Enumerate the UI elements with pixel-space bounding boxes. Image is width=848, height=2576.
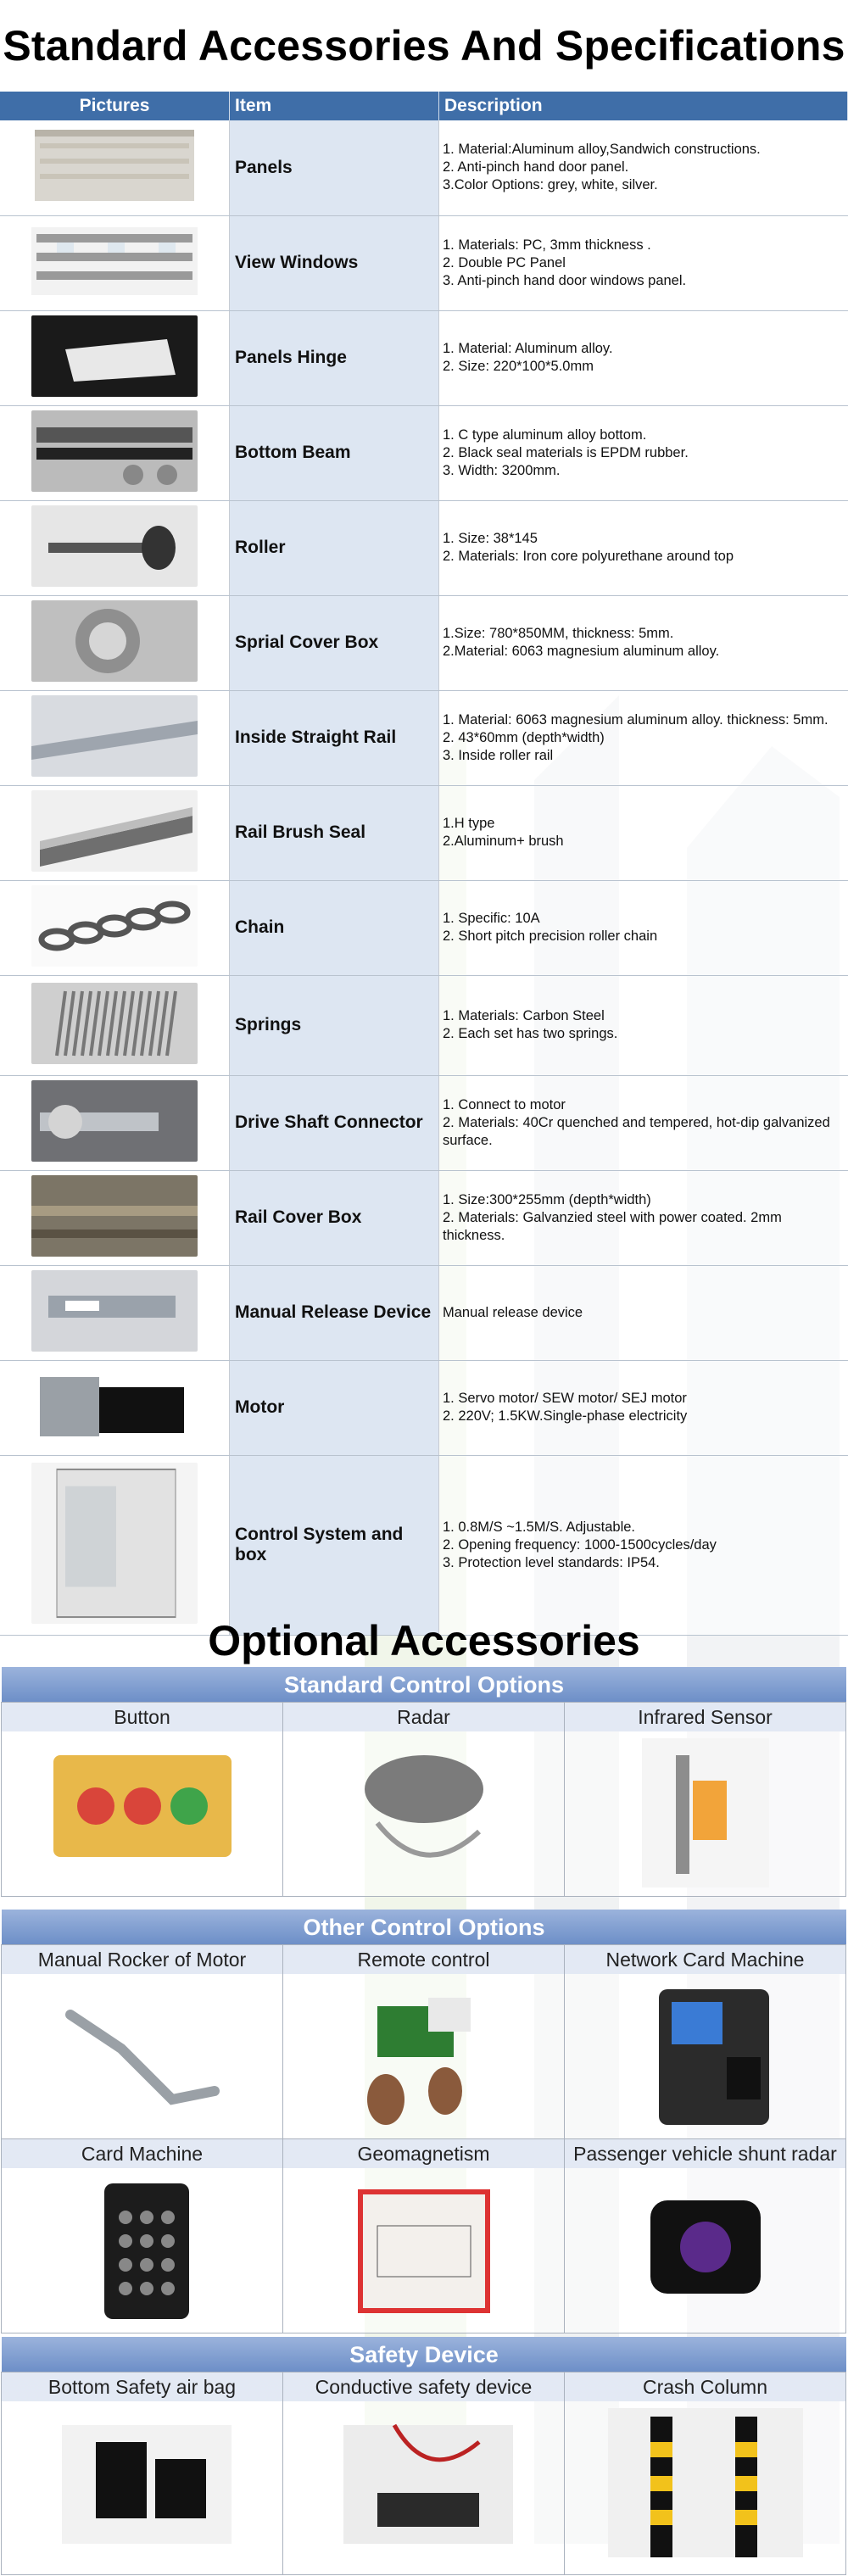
- spec-picture-cell: [0, 785, 230, 880]
- accessory-cell: [282, 2372, 565, 2575]
- spec-picture-cell: [0, 595, 230, 690]
- description-line: 2. Materials: Galvanzied steel with power coated. 2mm thickness.: [443, 1209, 782, 1243]
- spec-row: [0, 785, 848, 880]
- spec-description: [439, 880, 848, 975]
- spec-description: [439, 595, 848, 690]
- spec-row: [0, 1075, 848, 1170]
- spec-item-name: Springs: [230, 975, 439, 1075]
- bottom-beam-image: [31, 410, 198, 492]
- spec-item-name: Panels Hinge: [230, 310, 439, 405]
- accessory-cell: [564, 1944, 846, 2139]
- accessory-grid: [2, 2372, 846, 2575]
- spec-item-name: Drive Shaft Connector: [230, 1075, 439, 1170]
- description-line: 1. Size: 38*145: [443, 531, 538, 546]
- network-card-image: [608, 1981, 803, 2130]
- spec-row: [0, 1265, 848, 1360]
- spec-description: [439, 1170, 848, 1265]
- description-line: 2. Short pitch precision roller chain: [443, 928, 658, 944]
- spec-picture-cell: [0, 120, 230, 215]
- springs-image: [31, 983, 198, 1064]
- crash-column-image: [608, 2408, 803, 2557]
- spec-row: [0, 405, 848, 500]
- manual-release-image: [31, 1270, 198, 1352]
- description-line: 1. Connect to motor: [443, 1096, 566, 1112]
- description-line: 2. Black seal materials is EPDM rubber.: [443, 444, 689, 460]
- accessory-label: Manual Rocker of Motor: [2, 1945, 282, 1974]
- optional-section: [2, 1667, 846, 1897]
- shunt-radar-image: [608, 2175, 803, 2324]
- description-line: 2. Materials: Iron core polyurethane around top: [443, 549, 734, 564]
- spec-item-name: Bottom Beam: [230, 405, 439, 500]
- description-line: 3. Inside roller rail: [443, 747, 554, 763]
- spec-description: [439, 1265, 848, 1360]
- specifications-table: [0, 92, 848, 1636]
- spec-picture-cell: [0, 975, 230, 1075]
- spec-row: [0, 500, 848, 595]
- spec-picture-cell: [0, 215, 230, 310]
- description-line: 3.Color Options: grey, white, silver.: [443, 177, 658, 193]
- spec-item-name: Sprial Cover Box: [230, 595, 439, 690]
- card-machine-image: [45, 2175, 240, 2324]
- motor-image: [31, 1365, 198, 1447]
- accessory-cell: [1, 2138, 283, 2333]
- spec-item-name: Roller: [230, 500, 439, 595]
- description-line: 1. Materials: PC, 3mm thickness .: [443, 237, 651, 253]
- accessory-cell: [282, 2138, 565, 2333]
- button-box-image: [45, 1738, 240, 1887]
- description-line: 2. Size: 220*100*5.0mm: [443, 359, 594, 374]
- section-banner: Other Control Options: [2, 1910, 846, 1945]
- description-line: 2. Double PC Panel: [443, 254, 566, 270]
- spec-picture-cell: [0, 1075, 230, 1170]
- spec-description: [439, 405, 848, 500]
- accessory-cell: [564, 1702, 846, 1897]
- spec-description: [439, 120, 848, 215]
- accessory-cell: [1, 2372, 283, 2575]
- description-line: 2. 43*60mm (depth*width): [443, 729, 605, 745]
- description-line: 3. Width: 3200mm.: [443, 462, 561, 478]
- spec-picture-cell: [0, 500, 230, 595]
- accessory-cell: [564, 2372, 846, 2575]
- spec-row: [0, 215, 848, 310]
- description-line: 1. Materials: Carbon Steel: [443, 1008, 605, 1023]
- description-line: 1. Material: 6063 magnesium aluminum alloy. thickness: 5mm.: [443, 711, 828, 728]
- spec-item-name: View Windows: [230, 215, 439, 310]
- spec-picture-cell: [0, 1265, 230, 1360]
- spiral-cover-box-image: [31, 600, 198, 682]
- infrared-sensor-image: [608, 1738, 803, 1887]
- description-line: 1. Servo motor/ SEW motor/ SEJ motor: [443, 1391, 687, 1406]
- spec-description: [439, 785, 848, 880]
- section-banner: Standard Control Options: [2, 1667, 846, 1703]
- description-line: 1. Size:300*255mm (depth*width): [443, 1191, 651, 1207]
- hinge-image: [31, 315, 198, 397]
- description-line: 3. Protection level standards: IP54.: [443, 1554, 660, 1570]
- accessory-grid: [2, 1945, 846, 2333]
- spec-row: [0, 880, 848, 975]
- roller-image: [31, 505, 198, 587]
- accessory-cell: [282, 1944, 565, 2139]
- spec-item-name: Inside Straight Rail: [230, 690, 439, 785]
- brush-seal-image: [31, 790, 198, 872]
- spec-item-name: Manual Release Device: [230, 1265, 439, 1360]
- optional-section: [2, 1910, 846, 2333]
- accessory-label: Remote control: [283, 1945, 564, 1974]
- remote-image: [326, 1981, 522, 2130]
- accessory-cell: [282, 1702, 565, 1897]
- spec-description: [439, 500, 848, 595]
- spec-item-name: Chain: [230, 880, 439, 975]
- description-line: 2.Aluminum+ brush: [443, 834, 564, 849]
- conductive-device-image: [326, 2408, 522, 2557]
- spec-item-name: Rail Cover Box: [230, 1170, 439, 1265]
- accessory-cell: [1, 1944, 283, 2139]
- spec-description: [439, 215, 848, 310]
- accessory-cell: [564, 2138, 846, 2333]
- description-line: 1. Material:Aluminum alloy,Sandwich constructions.: [443, 142, 761, 158]
- description-line: 2.Material: 6063 magnesium aluminum alloy.: [443, 644, 720, 659]
- spec-description: [439, 975, 848, 1075]
- spec-item-name: Panels: [230, 120, 439, 215]
- optional-accessories-title: Optional Accessories: [208, 1617, 640, 1664]
- spec-row: [0, 1360, 848, 1455]
- description-line: 1.H type: [443, 816, 495, 831]
- accessory-label: Card Machine: [2, 2139, 282, 2168]
- description-line: 2. Materials: 40Cr quenched and tempered, hot-dip galvanized surface.: [443, 1114, 830, 1148]
- description-line: 1. C type aluminum alloy bottom.: [443, 427, 647, 443]
- spec-picture-cell: [0, 880, 230, 975]
- rocker-image: [45, 1981, 240, 2130]
- spec-row: [0, 310, 848, 405]
- spec-picture-cell: [0, 405, 230, 500]
- description-line: 1. 0.8M/S ~1.5M/S. Adjustable.: [443, 1519, 636, 1535]
- accessory-label: Radar: [283, 1703, 564, 1731]
- description-line: 2. Anti-pinch hand door panel.: [443, 159, 629, 176]
- accessory-label: Button: [2, 1703, 282, 1731]
- spec-row: [0, 690, 848, 785]
- accessory-label: Infrared Sensor: [565, 1703, 845, 1731]
- spec-row: [0, 1170, 848, 1265]
- spec-picture-cell: [0, 310, 230, 405]
- rail-cover-box-image: [31, 1175, 198, 1257]
- air-bag-image: [45, 2408, 240, 2557]
- panel-stack-image: [31, 125, 198, 206]
- optional-section: [2, 2337, 846, 2575]
- description-line: 1.Size: 780*850MM, thickness: 5mm.: [443, 626, 674, 641]
- spec-row: [0, 975, 848, 1075]
- radar-image: [326, 1738, 522, 1887]
- description-line: 3. Anti-pinch hand door windows panel.: [443, 272, 687, 288]
- spec-row: [0, 595, 848, 690]
- description-line: Manual release device: [443, 1304, 583, 1320]
- accessory-label: Bottom Safety air bag: [2, 2372, 282, 2401]
- header-pictures: Pictures: [0, 92, 230, 120]
- spec-picture-cell: [0, 1360, 230, 1455]
- view-window-image: [31, 220, 198, 302]
- spec-description: [439, 1360, 848, 1455]
- accessory-label: Geomagnetism: [283, 2139, 564, 2168]
- description-line: 2. 220V; 1.5KW.Single-phase electricity: [443, 1408, 688, 1424]
- page-title: Standard Accessories And Specifications: [3, 22, 845, 70]
- spec-description: [439, 310, 848, 405]
- spec-row: [0, 120, 848, 215]
- spec-item-name: Motor: [230, 1360, 439, 1455]
- header-item: Item: [230, 92, 439, 120]
- spec-item-name: Rail Brush Seal: [230, 785, 439, 880]
- chain-image: [31, 885, 198, 967]
- accessory-label: Network Card Machine: [565, 1945, 845, 1974]
- accessory-label: Crash Column: [565, 2372, 845, 2401]
- spec-picture-cell: [0, 1170, 230, 1265]
- section-banner: Safety Device: [2, 2337, 846, 2372]
- accessory-label: Conductive safety device: [283, 2372, 564, 2401]
- straight-rail-image: [31, 695, 198, 777]
- description-line: 1. Specific: 10A: [443, 911, 540, 926]
- spec-picture-cell: [0, 690, 230, 785]
- accessory-cell: [1, 1702, 283, 1897]
- accessory-label: Passenger vehicle shunt radar: [565, 2139, 845, 2168]
- shaft-connector-image: [31, 1080, 198, 1162]
- spec-description: [439, 690, 848, 785]
- header-description: Description: [439, 92, 848, 120]
- description-line: 1. Material: Aluminum alloy.: [443, 341, 613, 356]
- description-line: 2. Opening frequency: 1000-1500cycles/day: [443, 1536, 717, 1553]
- spec-description: [439, 1075, 848, 1170]
- spec-item-name: Control System and box: [230, 1455, 439, 1635]
- geomagnetism-image: [326, 2175, 522, 2324]
- description-line: 2. Each set has two springs.: [443, 1026, 618, 1041]
- accessory-grid: [2, 1703, 846, 1897]
